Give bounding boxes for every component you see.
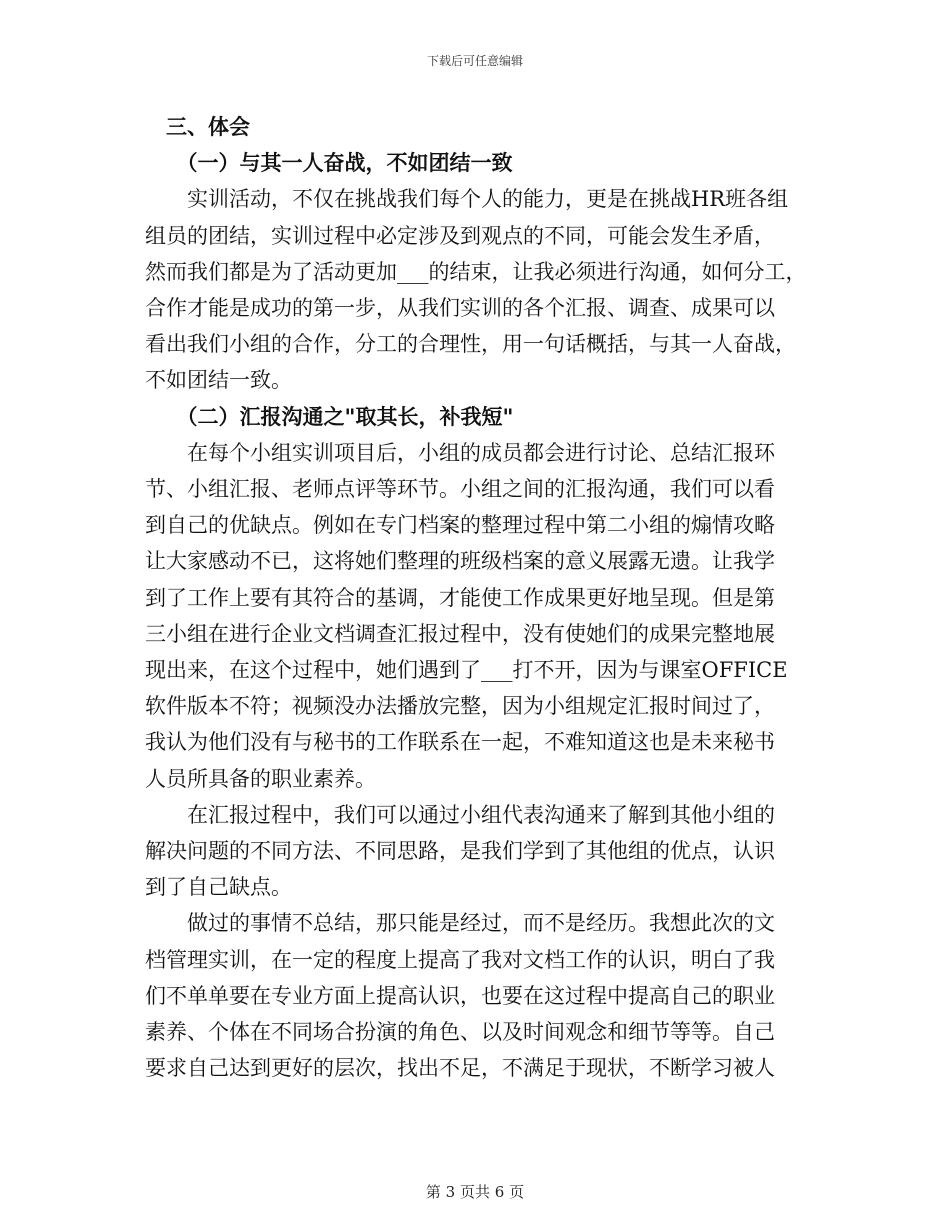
paragraph-line: 在汇报过程中，我们可以通过小组代表沟通来了解到其他小组的: [187, 802, 775, 827]
paragraph-line: 素养、个体在不同场合扮演的角色、以及时间观念和细节等等。自己: [145, 1020, 775, 1045]
page-header: 下载后可任意编辑: [426, 54, 523, 68]
paragraph-line: 们不单单要在专业方面上提高认识，也要在这过程中提高自己的职业: [145, 983, 775, 1008]
section-heading-line: （一）与其一人奋战，不如团结一致: [176, 150, 513, 176]
paragraph-line: 要求自己达到更好的层次，找出不足，不满足于现状，不断学习被人: [145, 1056, 775, 1081]
paragraph-line: 到了自己缺点。: [145, 875, 292, 900]
paragraph-line: 组员的团结，实训过程中必定涉及到观点的不同，可能会发生矛盾，: [145, 223, 775, 248]
paragraph-line: 人员所具备的职业素养。: [145, 766, 376, 791]
paragraph-line: 到自己的优缺点。例如在专门档案的整理过程中第二小组的煽情攻略: [145, 513, 775, 538]
paragraph-line: 解决问题的不同方法、不同思路，是我们学到了其他组的优点，认识: [145, 839, 775, 864]
page-footer: 第 3 页共 6 页: [425, 1183, 525, 1201]
paragraph-line: 三小组在进行企业文档调查汇报过程中，没有使她们的成果完整地展: [145, 621, 775, 646]
paragraph-line: 让大家感动不已，这将她们整理的班级档案的意义展露无遗。让我学: [145, 549, 775, 574]
paragraph-line: 做过的事情不总结，那只能是经过，而不是经历。我想此次的文: [187, 911, 775, 936]
paragraph-line: 到了工作上要有其符合的基调，才能使工作成果更好地呈现。但是第: [145, 585, 775, 610]
section-heading-line: 三、体会: [166, 114, 250, 139]
paragraph-line: 合作才能是成功的第一步，从我们实训的各个汇报、调查、成果可以: [145, 296, 775, 321]
section-heading-line: （二）汇报沟通之"取其长，补我短": [176, 403, 514, 429]
paragraph-line: 现出来，在这个过程中，她们遇到了___打不开，因为与课室OFFICE: [145, 658, 788, 683]
paragraph-line: 节、小组汇报、老师点评等环节。小组之间的汇报沟通，我们可以看: [145, 477, 775, 502]
document-body: [145, 109, 825, 1086]
paragraph-line: 实训活动，不仅在挑战我们每个人的能力，更是在挑战HR班各组: [187, 187, 789, 212]
paragraph-line: 然而我们都是为了活动更加___的结束，让我必须进行沟通，如何分工，: [145, 259, 807, 284]
paragraph-line: 不如团结一致。: [145, 368, 292, 393]
paragraph-line: 在每个小组实训项目后，小组的成员都会进行讨论、总结汇报环: [187, 440, 775, 465]
paragraph-line: 看出我们小组的合作，分工的合理性，用一句话概括，与其一人奋战，: [145, 332, 796, 357]
paragraph-line: 我认为他们没有与秘书的工作联系在一起，不难知道这也是未来秘书: [145, 730, 775, 755]
paragraph-line: 软件版本不符；视频没办法播放完整，因为小组规定汇报时间过了，: [145, 694, 775, 719]
paragraph-line: 档管理实训，在一定的程度上提高了我对文档工作的认识，明白了我: [145, 947, 775, 972]
